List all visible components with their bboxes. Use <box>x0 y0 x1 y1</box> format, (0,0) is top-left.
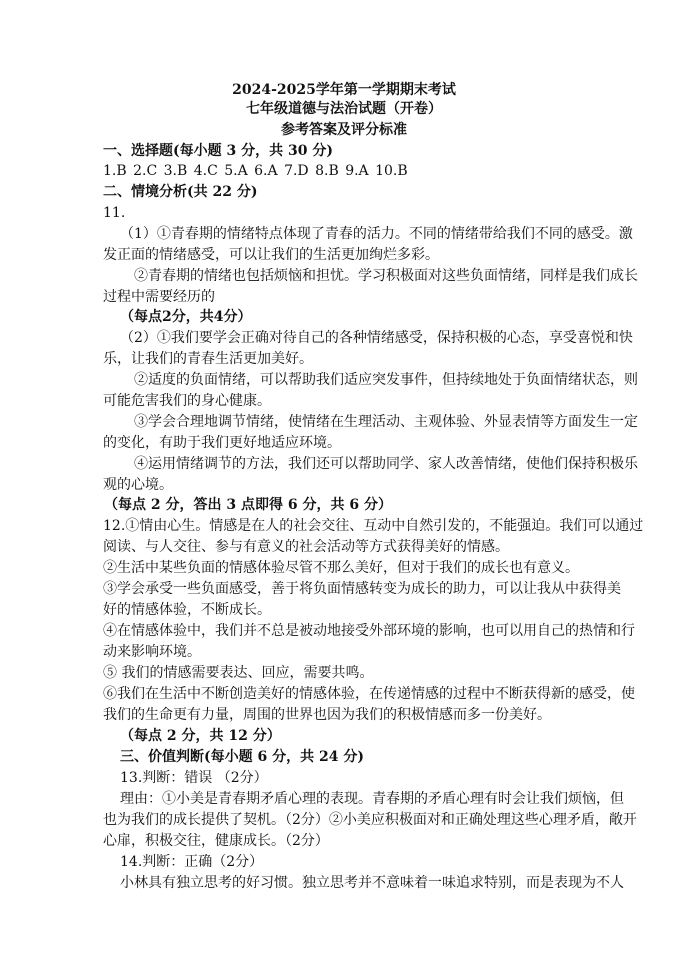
q12-line: ⑤ 我们的情感需要表达、回应，需要共鸣。 <box>103 665 374 681</box>
q11-score-note: （每点2分，共4分） <box>120 309 252 325</box>
q11-part1-line: （1）①青春期的情绪特点体现了青春的活力。不同的情绪带给我们不同的感受。激 <box>120 226 633 242</box>
q13-reason-line: 理由：①小美是青春期矛盾心理的表现。青春期的矛盾心理有时会让我们烦恼，但 <box>120 791 624 807</box>
q11-part2-line: （2）①我们要学会正确对待自己的各种情绪感受，保持积极的心态，享受喜悦和快 <box>120 330 633 346</box>
q13-judgment: 13.判断：错误 （2分） <box>120 770 268 786</box>
q12-line: ⑥我们在生活中不断创造美好的情感体验，在传递情感的过程中不断获得新的感受，使 <box>103 686 635 702</box>
q11-score-note: （每点 2 分，答出 3 点即得 6 分，共 6 分） <box>104 497 392 513</box>
q11-part2-line: 的变化，有助于我们更好地适应环境。 <box>103 435 341 451</box>
section2-heading: 二、情境分析(共 22 分) <box>103 184 258 200</box>
q11-part2-line: 可能危害我们的身心健康。 <box>103 393 271 409</box>
q12-line: ②生活中某些负面的情感体验尽管不那么美好，但对于我们的成长也有意义。 <box>103 560 579 576</box>
title-subject: 七年级道德与法治试题（开卷） <box>246 101 442 117</box>
q11-part2-line: 观的心境。 <box>103 477 173 493</box>
q12-line: ④在情感体验中，我们并不总是被动地接受外部环境的影响，也可以用自己的热情和行 <box>103 623 635 639</box>
choice-answers: 1.B 2.C 3.B 4.C 5.A 6.A 7.D 8.B 9.A 10.B <box>103 163 408 179</box>
q11-part2-line: ③学会合理地调节情绪，使情绪在生理活动、主观体验、外显表情等方面发生一定 <box>134 414 638 430</box>
q12-line: 好的情感体验，不断成长。 <box>103 602 271 618</box>
title-exam: 2024-2025学年第一学期期末考试 <box>232 82 456 98</box>
q11-part1-line: ②青春期的情绪也包括烦恼和担忧。学习积极面对这些负面情绪，同样是我们成长 <box>134 268 638 284</box>
section1-heading: 一、选择题(每小题 3 分，共 30 分) <box>103 143 333 159</box>
q12-line: 动来影响环境。 <box>103 644 201 660</box>
q12-line: 12.①情由心生。情感是在人的社会交往、互动中自然引发的，不能强迫。我们可以通过 <box>103 518 644 534</box>
q14-reason-line: 小林具有独立思考的好习惯。独立思考并不意味着一味追求特别，而是表现为不人 <box>120 875 624 891</box>
q12-line: 阅读、与人交往、参与有意义的社会活动等方式获得美好的情感。 <box>103 539 509 555</box>
q11-part2-line: 乐，让我们的青春生活更加美好。 <box>103 351 313 367</box>
q11-label: 11. <box>103 205 126 221</box>
q12-line: 我们的生命更有力量，周围的世界也因为我们的积极情感而多一份美好。 <box>103 707 551 723</box>
q11-part1-line: 发正面的情绪感受，可以让我们的生活更加绚烂多彩。 <box>103 247 439 263</box>
section3-heading: 三、价值判断(每小题 6 分，共 24 分) <box>120 749 364 765</box>
q11-part2-line: ②适度的负面情绪，可以帮助我们适应突发事件，但持续地处于负面情绪状态，则 <box>134 372 638 388</box>
q13-reason-line: 也为我们的成长提供了契机。（2分）②小美应积极面对和正确处理这些心理矛盾，敞开 <box>103 812 637 828</box>
q14-judgment: 14.判断：正确（2分） <box>120 854 264 870</box>
title-answer-key: 参考答案及评分标准 <box>281 122 407 138</box>
q11-part2-line: ④运用情绪调节的方法，我们还可以帮助同学、家人改善情绪，使他们保持积极乐 <box>134 456 638 472</box>
q12-line: ③学会承受一些负面感受，善于将负面情感转变为成长的助力，可以让我从中获得美 <box>103 581 621 597</box>
q11-part1-line: 过程中需要经历的 <box>103 289 215 305</box>
q13-reason-line: 心扉，积极交往，健康成长。（2分） <box>103 833 329 849</box>
q12-score-note: （每点 2 分，共 12 分） <box>120 728 281 744</box>
